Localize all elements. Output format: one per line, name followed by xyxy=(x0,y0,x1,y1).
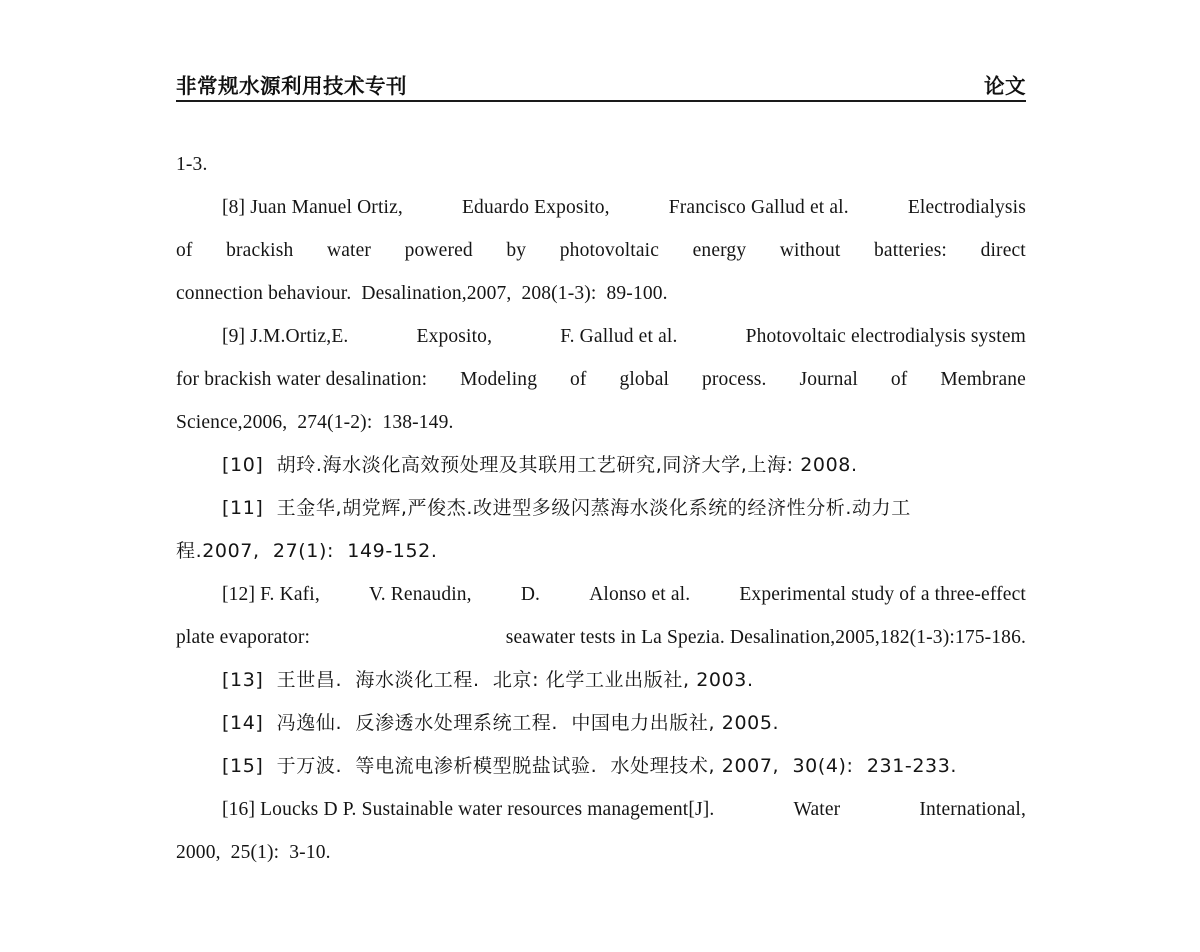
text-segment: seawater tests in La Spezia. Desalination,2005,182(1-3):175-186. xyxy=(505,627,1026,648)
text-segment: 2000, 25(1): 3-10. xyxy=(176,842,331,863)
text-line-ref-9-line-2 xyxy=(176,358,1026,401)
text-segment: energy xyxy=(692,240,747,261)
header-section-label: 论文 xyxy=(984,74,1026,99)
text-segment: International, xyxy=(919,799,1026,820)
text-line-ref-11-line-2 xyxy=(176,530,1026,573)
text-line-ref-15-line-1 xyxy=(176,745,1026,788)
text-line-ref-16-line-1 xyxy=(176,788,1026,831)
text-line-ref-9-line-3 xyxy=(176,401,1026,444)
text-segment: Exposito, xyxy=(416,326,493,347)
text-segment: without xyxy=(779,240,841,261)
text-line-ref-16-line-2 xyxy=(176,831,1026,874)
text-segment: F. Gallud et al. xyxy=(560,326,678,347)
text-segment: water xyxy=(326,240,372,261)
header-journal-title: 非常规水源利用技术专刊 xyxy=(176,74,407,99)
text-segment: Alonso et al. xyxy=(589,584,691,605)
text-segment: connection behaviour. Desalination,2007, 208(1-3): 89-100. xyxy=(176,283,668,304)
text-segment: brackish xyxy=(226,240,294,261)
text-segment: powered xyxy=(404,240,473,261)
text-segment: for brackish water desalination: xyxy=(176,369,428,390)
text-line-ref-11-line-1 xyxy=(176,487,1026,530)
text-segment: of xyxy=(890,369,908,390)
text-segment: [11] 王金华,胡党辉,严俊杰.改进型多级闪蒸海水淡化系统的经济性分析.动力工 xyxy=(222,497,911,519)
text-segment: Experimental study of a three-effect xyxy=(739,584,1026,605)
text-segment: direct xyxy=(980,240,1026,261)
text-line-ref-10-line-1 xyxy=(176,444,1026,487)
text-segment: V. Renaudin, xyxy=(368,584,472,605)
text-segment: 1-3. xyxy=(176,154,208,175)
text-line-ref-12-line-1 xyxy=(176,573,1026,616)
text-segment: [13] 王世昌. 海水淡化工程. 北京: 化学工业出版社, 2003. xyxy=(222,669,754,691)
text-segment: [10] 胡玲.海水淡化高效预处理及其联用工艺研究,同济大学,上海: 2008. xyxy=(222,454,858,476)
text-segment: Modeling xyxy=(460,369,538,390)
text-line-ref-14-line-1 xyxy=(176,702,1026,745)
text-line-ref-8-line-3 xyxy=(176,272,1026,315)
text-segment: Eduardo Exposito, xyxy=(462,197,610,218)
text-segment: Electrodialysis xyxy=(907,197,1026,218)
text-segment: [15] 于万波. 等电流电渗析模型脱盐试验. 水处理技术, 2007, 30(4): 231-233. xyxy=(222,755,958,777)
text-segment: 程.2007, 27(1): 149-152. xyxy=(176,540,438,562)
text-line-ref-13-line-1 xyxy=(176,659,1026,702)
text-segment: of xyxy=(570,369,587,390)
text-segment: [8] Juan Manuel Ortiz, xyxy=(222,197,403,218)
text-segment: batteries: xyxy=(874,240,947,261)
text-line-carryover-page-range xyxy=(176,143,1026,186)
references-body xyxy=(176,143,1026,874)
text-segment: Membrane xyxy=(940,369,1026,390)
text-line-ref-12-line-2 xyxy=(176,616,1026,659)
text-segment: D. xyxy=(520,584,541,605)
text-segment: process. xyxy=(702,369,767,390)
text-segment: Water xyxy=(793,799,841,820)
text-segment: Journal xyxy=(799,369,858,390)
running-header xyxy=(176,66,1026,102)
text-line-ref-8-line-1 xyxy=(176,186,1026,229)
text-segment: [9] J.M.Ortiz,E. xyxy=(222,326,349,347)
text-segment: of xyxy=(176,240,193,261)
text-segment: plate evaporator: xyxy=(176,627,311,648)
text-segment: Science,2006, 274(1-2): 138-149. xyxy=(176,412,454,433)
text-segment: [12] F. Kafi, xyxy=(222,584,320,605)
text-segment: by xyxy=(506,240,527,261)
text-segment: Photovoltaic electrodialysis system xyxy=(745,326,1026,347)
text-segment: global xyxy=(619,369,670,390)
text-segment: Francisco Gallud et al. xyxy=(668,197,849,218)
text-line-ref-8-line-2 xyxy=(176,229,1026,272)
text-segment: photovoltaic xyxy=(559,240,660,261)
text-segment: [14] 冯逸仙. 反渗透水处理系统工程. 中国电力出版社, 2005. xyxy=(222,712,780,734)
text-segment: [16] Loucks D P. Sustainable water resources management[J]. xyxy=(222,799,715,820)
text-line-ref-9-line-1 xyxy=(176,315,1026,358)
